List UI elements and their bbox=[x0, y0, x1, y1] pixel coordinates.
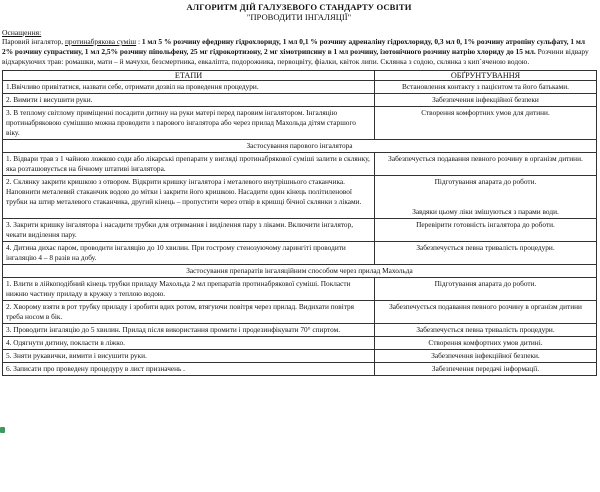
table-section-row bbox=[3, 264, 597, 277]
equipment-label: Оснащення: bbox=[2, 28, 42, 37]
justification-cell: Забезпечення інфекційної безпеки. bbox=[375, 349, 597, 362]
table-row bbox=[3, 106, 597, 139]
table-row bbox=[3, 349, 597, 362]
table-section-row bbox=[3, 139, 597, 152]
justification-cell: Підготування апарата до роботи. bbox=[375, 277, 597, 300]
table-row bbox=[3, 300, 597, 323]
step-cell: 5. Зняти рукавички, вимити і висушити руки. bbox=[3, 349, 375, 362]
document-subtitle: "ПРОВОДИТИ ІНГАЛЯЦІЇ" bbox=[246, 12, 352, 22]
header-stages: ЕТАПИ bbox=[3, 70, 375, 80]
equipment-mixture-term: протинабрякова суміш bbox=[64, 37, 137, 46]
step-cell: 2. Вимити і висушити руки. bbox=[3, 93, 375, 106]
justification-cell: Забезпечується певна тривалість процедури. bbox=[375, 241, 597, 264]
equipment-herbs-text: Розчини відвару відхаркуючих трав: ромашки, мати – й мачухи, безсмертника, евкаліпта, подорожника, первоцвіту, фіалки, квіток липи. Склянка з содою, склянка з кип`яченою водою. bbox=[2, 47, 589, 67]
step-cell: 1. Відвари трав з 1 чайною ложкою соди або лікарські препарати у вигляді протинабрякової суміші залити в склянку, яка розташовується на бічному штативі інгалятора. bbox=[3, 152, 375, 175]
justification-cell bbox=[375, 175, 597, 218]
justification-cell: Забезпечується подавання певного розчину в організм дитини bbox=[375, 300, 597, 323]
equipment-mixture-composition: 1 мл 5 % розчину ефедрину гідрохлориду, 1 мл 0,1 % розчину адреналіну гідрохлориду, 0,3 мл 0, 1% розчину атропіну сульфату, 1 мл 2% розчину супрастину, 1 мл 2,5% розчину піпольфену, 25 мг гідрокортизону, 2 мг хімотрипсину в 1 мл розчину, ізотонічного розчину натрію хлориду до 15 мл. bbox=[2, 37, 586, 57]
header-justification: ОБҐРУНТУВАННЯ bbox=[375, 70, 597, 80]
justification-cell: Створення комфортних умов дитині. bbox=[375, 336, 597, 349]
justification-text-secondary: Завдяки цьому ліки змішуються з парами води. bbox=[412, 206, 559, 216]
step-cell: 3. В теплому світлому приміщенні посадити дитину на руки матері перед паровим інгалятором. Інгаляцію протинабряковою сумішшю можна проводити з парового інгалятора або через прилад Махольда дітям старшого віку. bbox=[3, 106, 375, 139]
step-cell: 3. Закрити кришку інгалятора і насадити трубки для отримання і виділення пару з ліками. Включити інгалятор, чекати виділення пару. bbox=[3, 218, 375, 241]
justification-cell: Забезпечення інфекційної безпеки bbox=[375, 93, 597, 106]
justification-cell: Встановлення контакту з пацієнтом та його батьками. bbox=[375, 80, 597, 93]
table-row bbox=[3, 277, 597, 300]
step-cell: 2. Хворому взяти в рот трубку приладу і зробити вдих ротом, втягуючи повітря через прилад. Видихати повітря треба носом в бік. bbox=[3, 300, 375, 323]
document-page bbox=[2, 2, 596, 376]
table-row bbox=[3, 80, 597, 93]
table-header-row bbox=[3, 70, 597, 80]
table-row bbox=[3, 175, 597, 218]
section-title: Застосування парового інгалятора bbox=[3, 139, 597, 152]
table-body bbox=[3, 80, 597, 375]
justification-cell: Перевірити готовність інгалятора до роботи. bbox=[375, 218, 597, 241]
green-marker bbox=[0, 427, 5, 433]
equipment-paragraph bbox=[2, 37, 596, 68]
table-row bbox=[3, 93, 597, 106]
step-cell: 4. Дитина дихає паром, проводити інгаляцію до 10 хвилин. При гострому стенозуючому ларингіті проводити інгаляцію 4 – 8 разів на добу. bbox=[3, 241, 375, 264]
table-row bbox=[3, 336, 597, 349]
justification-cell: Забезпечення передачі інформації. bbox=[375, 362, 597, 375]
step-cell: 4. Одягнути дитину, покласти в ліжко. bbox=[3, 336, 375, 349]
table-row bbox=[3, 241, 597, 264]
table-row bbox=[3, 152, 597, 175]
equipment-text-start: Паровий інгалятор, bbox=[2, 37, 65, 46]
justification-cell: Забезпечується певна тривалість процедури. bbox=[375, 323, 597, 336]
justification-cell: Забезпечується подавання певного розчину в організм дитини. bbox=[375, 152, 597, 175]
algorithm-table bbox=[2, 70, 597, 376]
step-cell: 1.Ввічливо привітатися, назвати себе, отримати дозвіл на проведення процедури. bbox=[3, 80, 375, 93]
equipment-separator: : bbox=[136, 37, 142, 46]
step-cell: 1. Влити в лійкоподібний кінець трубки приладу Махольда 2 мл препаратів протинабрякової суміші. Покласти нижню частину приладу в кружку з теплою водою. bbox=[3, 277, 375, 300]
step-cell: 2. Склянку закрити кришкою з отвором. Відкрити кришку інгалятора і металевого внутрішнього стаканчика. Наповнити металевий стаканчик водою до мітки і закрити його кришкою. Насадити один кінець політиленової трубки на штир металевого стаканчика, другий кінець – пропустити через отвір в кришці бічної склянки з ліками. bbox=[3, 175, 375, 218]
justification-text: Підготування апарата до роботи. bbox=[434, 176, 537, 186]
table-row bbox=[3, 323, 597, 336]
step-cell: 6. Записати про проведену процедуру в лист призначень . bbox=[3, 362, 375, 375]
document-title: АЛГОРИТМ ДІЙ ГАЛУЗЕВОГО СТАНДАРТУ ОСВІТИ bbox=[186, 2, 412, 12]
justification-cell: Створення комфортних умов для дитини. bbox=[375, 106, 597, 139]
table-row bbox=[3, 362, 597, 375]
step-cell: 3. Проводити інгаляцію до 5 хвилин. Прилад після використання промити і продезинфікувати 70° спиртом. bbox=[3, 323, 375, 336]
table-row bbox=[3, 218, 597, 241]
section-title: Застосування препаратів інгаляційним способом через прилад Махольда bbox=[3, 264, 597, 277]
